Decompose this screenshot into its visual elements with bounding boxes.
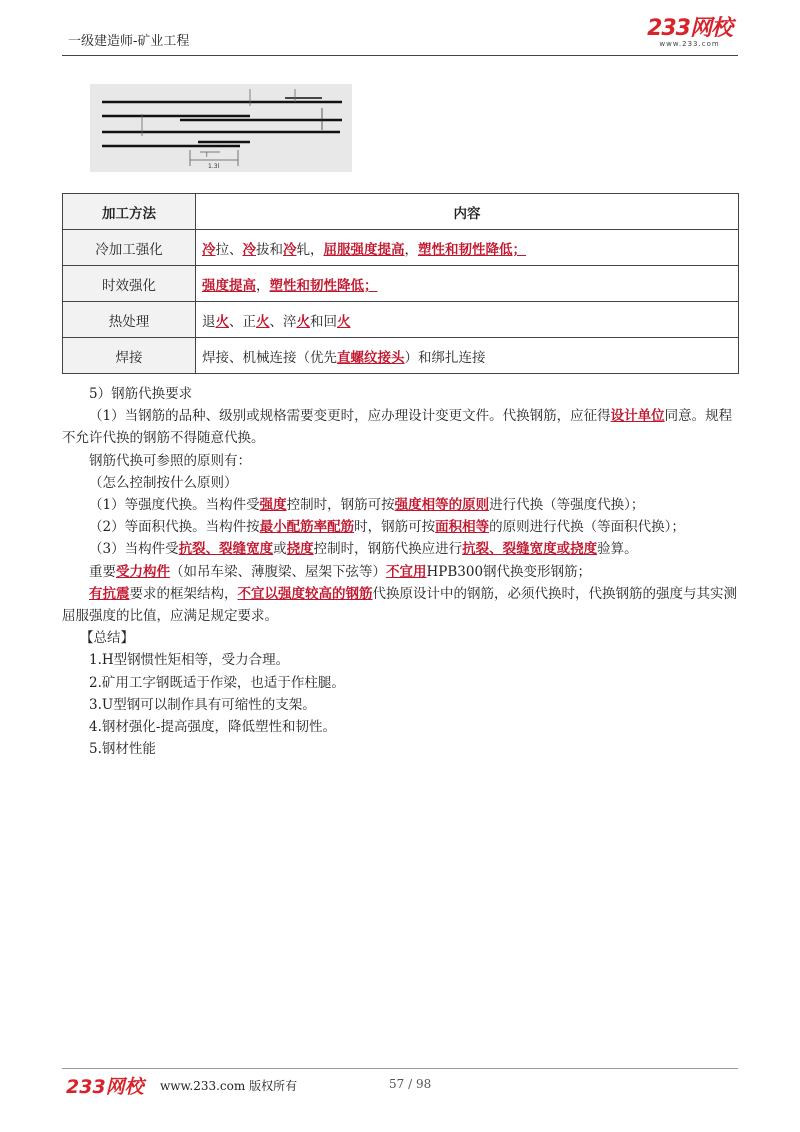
footer-logo: 233网校 [66, 1076, 144, 1098]
page-number: 57 / 98 [389, 1077, 432, 1091]
text-run: ， [404, 241, 418, 258]
table-row [63, 302, 739, 338]
paragraph [62, 694, 740, 716]
paragraph [62, 494, 740, 516]
paragraph [62, 538, 740, 560]
method-cell: 热处理 [63, 302, 196, 338]
footer-rule [62, 1068, 738, 1069]
paragraph [62, 649, 740, 671]
header-title: 一级建造师-矿业工程 [68, 34, 190, 49]
method-cell: 时效强化 [63, 266, 196, 302]
content-cell [196, 302, 739, 338]
text-run: ， [256, 277, 270, 294]
table-header-method: 加工方法 [63, 194, 196, 230]
figure-length-label: l [206, 152, 208, 159]
header-rule [62, 55, 738, 56]
keyword-highlight: 不宜以强度较高的钢筋 [237, 585, 373, 602]
logo-mark: 233网校 [647, 16, 732, 41]
content-cell [196, 338, 739, 374]
content-cell [196, 230, 739, 266]
keyword-highlight: 抗裂、裂缝宽度 [178, 541, 274, 558]
keyword-highlight: 冷 [202, 241, 216, 258]
text-run: （3）当构件受 [89, 541, 179, 558]
text-run: 拉、 [215, 241, 243, 258]
text-run: 拔和 [256, 241, 283, 258]
paragraph [62, 738, 740, 760]
keyword-highlight: 强度提高 [202, 277, 256, 294]
keyword-highlight: 挠度 [286, 541, 314, 558]
figure-dimension-label: 1.3l [208, 163, 220, 170]
keyword-highlight: 直螺纹接头 [337, 349, 405, 366]
text-run: 、正 [229, 313, 256, 330]
text-run: ）和绑扎连接 [404, 349, 486, 366]
text-run: 或 [273, 541, 287, 558]
keyword-highlight: 塑性和韧性降低； [418, 241, 526, 258]
text-run: 重要 [89, 563, 116, 580]
keyword-highlight: 屈服强度提高 [323, 241, 405, 258]
keyword-highlight: 有抗震 [89, 585, 130, 602]
text-run: 1.H型钢惯性矩相等，受力合理。 [89, 652, 290, 669]
processing-methods-table [62, 193, 739, 374]
paragraph [62, 716, 740, 738]
text-run: 2.矿用工字钢既适于作梁，也适于作柱腿。 [89, 674, 345, 691]
body-text [62, 383, 740, 760]
logo-url: www.233.com [659, 40, 720, 48]
paragraph [62, 450, 740, 472]
paragraph [62, 561, 740, 583]
text-run: 控制时，钢筋代换应进行 [313, 541, 463, 558]
text-run: 退 [202, 313, 216, 330]
footer-copyright: www.233.com 版权所有 [160, 1079, 298, 1093]
method-cell: 冷加工强化 [63, 230, 196, 266]
text-run: 时，钢筋可按 [354, 519, 436, 536]
text-run: HPB300钢代换变形钢筋； [426, 563, 592, 580]
paragraph [62, 672, 740, 694]
rebar-lap-diagram [90, 84, 352, 172]
keyword-highlight: 强度 [259, 497, 287, 514]
text-run: 焊接、机械连接（优先 [202, 349, 337, 366]
paragraph [62, 627, 740, 649]
content-cell [196, 266, 739, 302]
keyword-highlight: 火 [256, 313, 270, 330]
keyword-highlight: 抗裂、裂缝宽度或挠度 [462, 541, 598, 558]
keyword-highlight: 不宜用 [386, 563, 427, 580]
text-run: 代换原设计中的钢筋，必须代换时，代换钢筋的强度与其实测屈服强度的比值，应满足规定要求。 [62, 585, 737, 625]
keyword-highlight: 受力构件 [116, 563, 170, 580]
keyword-highlight: 最小配筋率配筋 [259, 519, 355, 536]
keyword-highlight: 冷 [283, 241, 297, 258]
paragraph [62, 405, 740, 449]
paragraph [62, 583, 740, 627]
keyword-highlight: 设计单位 [610, 408, 665, 425]
brand-logo [647, 18, 732, 48]
text-run: 【总结】 [80, 630, 134, 647]
text-run: 验算。 [597, 541, 638, 558]
text-run: 同意。规程不允许代换的钢筋不得随意代换。 [62, 408, 733, 447]
text-run: 4.钢材强化-提高强度，降低塑性和韧性。 [89, 719, 336, 736]
text-run: 控制时，钢筋可按 [286, 497, 395, 514]
keyword-highlight: 火 [296, 313, 310, 330]
text-run: 要求的框架结构， [129, 585, 238, 602]
text-run: 、淬 [269, 313, 297, 330]
text-run: 轧， [296, 241, 324, 258]
text-run: 5）钢筋代换要求 [89, 386, 193, 402]
text-run: （1）当钢筋的品种、级别或规格需要变更时，应办理设计变更文件。代换钢筋，应征得 [89, 408, 611, 425]
table-row [63, 266, 739, 302]
keyword-highlight: 塑性和韧性降低； [269, 277, 378, 294]
paragraph [62, 472, 740, 494]
keyword-highlight: 冷 [242, 241, 256, 258]
table-row [63, 230, 739, 266]
rebar-lap-figure [90, 84, 352, 172]
text-run: （如吊车梁、薄腹梁、屋架下弦等） [170, 563, 386, 580]
keyword-highlight: 火 [337, 313, 351, 330]
keyword-highlight: 强度相等的原则 [394, 497, 490, 514]
text-run: 进行代换（等强度代换）； [489, 497, 645, 514]
text-run: 钢筋代换可参照的原则有： [89, 452, 251, 469]
keyword-highlight: 火 [215, 313, 229, 330]
table-header-content: 内容 [196, 194, 739, 230]
method-cell: 焊接 [63, 338, 196, 374]
text-run: （1）等强度代换。当构件受 [89, 497, 260, 514]
table-row [63, 338, 739, 374]
keyword-highlight: 面积相等 [435, 519, 490, 536]
text-run: 的原则进行代换（等面积代换）； [489, 519, 685, 536]
paragraph [62, 383, 740, 405]
text-run: 和回 [310, 313, 337, 330]
text-run: （怎么控制按什么原则） [89, 474, 238, 491]
paragraph [62, 516, 740, 538]
text-run: 3.U型钢可以制作具有可缩性的支架。 [89, 696, 316, 713]
text-run: （2）等面积代换。当构件按 [89, 519, 260, 536]
text-run: 5.钢材性能 [89, 741, 156, 758]
